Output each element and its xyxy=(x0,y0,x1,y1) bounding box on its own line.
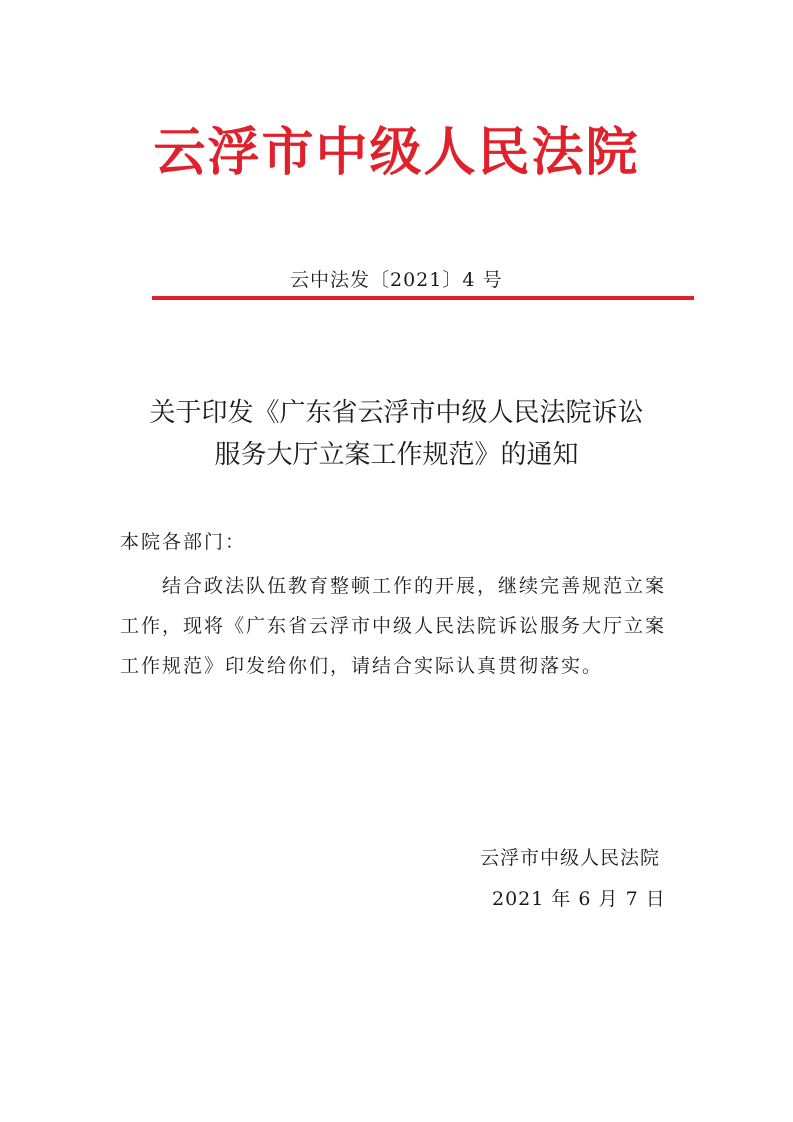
signature-date: 2021 年 6 月 7 日 xyxy=(492,888,666,910)
salutation: 本院各部门： xyxy=(120,531,247,553)
document-title-line-2: 服务大厅立案工作规范》的通知 xyxy=(214,440,579,470)
document-title-line-1: 关于印发《广东省云浮市中级人民法院诉讼 xyxy=(149,398,644,428)
signature-organization: 云浮市中级人民法院 xyxy=(480,847,661,869)
body-line-3: 工作规范》印发给你们，请结合实际认真贯彻落实。 xyxy=(120,655,604,677)
body-paragraph xyxy=(120,566,680,686)
body-line-2: 工作，现将《广东省云浮市中级人民法院诉讼服务大厅立案 xyxy=(120,615,667,637)
document-number: 云中法发〔2021〕4 号 xyxy=(290,269,503,291)
document-title xyxy=(100,392,693,476)
issuer-title: 云浮市中级人民法院 xyxy=(153,122,640,183)
red-divider-line xyxy=(152,296,694,300)
body-line-1: 结合政法队伍教育整顿工作的开展，继续完善规范立案 xyxy=(162,575,667,597)
